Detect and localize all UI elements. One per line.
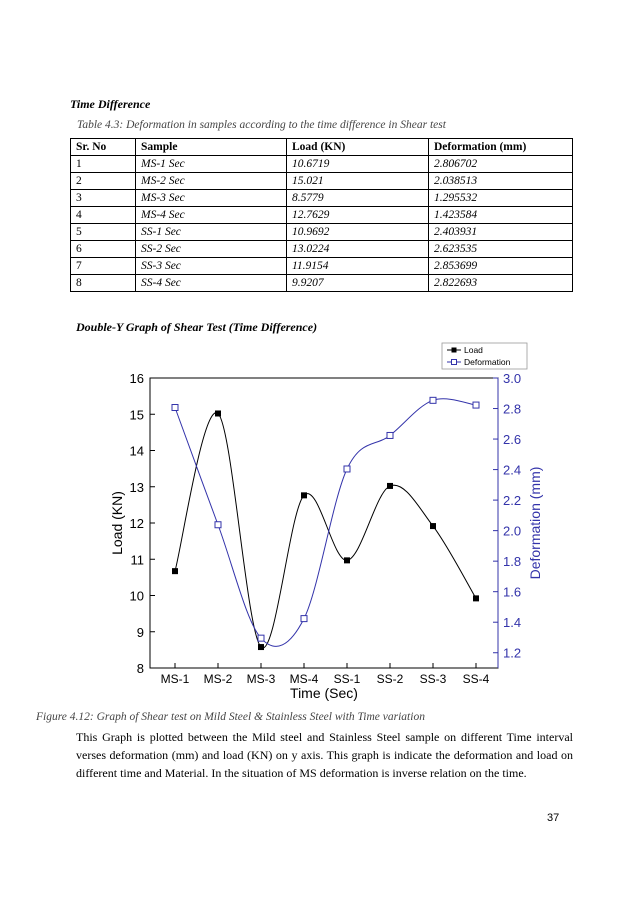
x-tick-label: MS-1 xyxy=(160,672,190,686)
load-point xyxy=(301,492,307,498)
table-cell: MS-2 Sec xyxy=(136,173,287,190)
deformation-point xyxy=(258,635,264,641)
figure-caption: Figure 4.12: Graph of Shear test on Mild Steel & Stainless Steel with Time variation xyxy=(36,711,425,723)
legend-load-marker xyxy=(452,348,457,353)
double-y-chart xyxy=(95,338,555,708)
y-tick-label: 8 xyxy=(136,661,144,676)
table-cell: MS-3 Sec xyxy=(136,190,287,207)
load-point xyxy=(172,568,178,574)
y-tick-label: 11 xyxy=(130,552,144,568)
table-cell: SS-3 Sec xyxy=(136,258,287,275)
legend-deformation-label: Deformation xyxy=(464,357,511,367)
page-number: 37 xyxy=(547,812,560,824)
table-cell: SS-4 Sec xyxy=(136,275,287,292)
table-cell: 8 xyxy=(71,275,136,292)
table-row xyxy=(71,207,573,224)
x-tick-label: SS-3 xyxy=(419,672,447,686)
column-header: Sample xyxy=(136,139,287,156)
table-cell: 11.9154 xyxy=(287,258,429,275)
table-cell: 10.9692 xyxy=(287,224,429,241)
x-tick-label: MS-2 xyxy=(203,672,233,686)
legend-deformation-marker xyxy=(452,360,457,365)
table-cell: 13.0224 xyxy=(287,241,429,258)
table-cell: 12.7629 xyxy=(287,207,429,224)
table-cell: 2.853699 xyxy=(429,258,573,275)
table-row xyxy=(71,275,573,292)
table-cell: 10.6719 xyxy=(287,156,429,173)
load-point xyxy=(258,644,264,650)
legend-load-label: Load xyxy=(464,345,483,355)
deformation-point xyxy=(301,616,307,622)
table-cell: 2.822693 xyxy=(429,275,573,292)
deformation-point xyxy=(344,466,350,472)
y-tick-label: 16 xyxy=(129,371,144,386)
x-tick-label: MS-3 xyxy=(246,672,276,686)
x-tick-label: SS-2 xyxy=(376,672,404,686)
table-row xyxy=(71,173,573,190)
y2-tick-label: 2.0 xyxy=(503,523,522,539)
load-point xyxy=(387,483,393,489)
y2-tick-label: 1.2 xyxy=(503,645,522,661)
plot-area xyxy=(150,378,498,668)
body-paragraph: This Graph is plotted between the Mild steel and Stainless Steel sample on different Time interval verses deformation (mm) and load (KN) on y axis. This graph is indicate the deformation and load on different time and Material. In the situation of MS deformation is inverse relation on the time. xyxy=(76,730,573,780)
deformation-point xyxy=(473,402,479,408)
y-axis-label: Load (KN) xyxy=(109,491,125,555)
y2-axis-label: Deformation (mm) xyxy=(527,466,543,580)
table-row xyxy=(71,241,573,258)
table-cell: 1.423584 xyxy=(429,207,573,224)
table-cell: 3 xyxy=(71,190,136,207)
y-tick-label: 12 xyxy=(129,516,144,531)
y-tick-label: 10 xyxy=(129,588,144,604)
y-tick-label: 14 xyxy=(129,443,144,459)
table-cell: MS-4 Sec xyxy=(136,207,287,224)
deformation-point xyxy=(430,397,436,403)
table-cell: 1.295532 xyxy=(429,190,573,207)
column-header: Sr. No xyxy=(71,139,136,156)
table-cell: 2.623535 xyxy=(429,241,573,258)
x-tick-label: SS-4 xyxy=(462,672,490,686)
y-tick-label: 13 xyxy=(129,479,144,495)
table-cell: SS-2 Sec xyxy=(136,241,287,258)
x-tick-label: MS-4 xyxy=(289,672,319,686)
y2-tick-label: 1.4 xyxy=(503,615,522,631)
y2-tick-label: 2.2 xyxy=(503,493,522,509)
table-row xyxy=(71,156,573,173)
chart-heading: Double-Y Graph of Shear Test (Time Difference) xyxy=(76,320,318,334)
deformation-point xyxy=(215,522,221,528)
y-tick-label: 9 xyxy=(136,624,144,640)
deformation-table xyxy=(70,138,573,292)
load-point xyxy=(215,410,221,416)
load-point xyxy=(473,595,479,601)
table-cell: 8.5779 xyxy=(287,190,429,207)
table-cell: 4 xyxy=(71,207,136,224)
table-row xyxy=(71,224,573,241)
table-cell: 2.403931 xyxy=(429,224,573,241)
section-heading: Time Difference xyxy=(70,97,151,111)
column-header: Load (KN) xyxy=(287,139,429,156)
y2-tick-label: 2.6 xyxy=(503,432,522,448)
table-cell: 7 xyxy=(71,258,136,275)
y2-tick-label: 1.6 xyxy=(503,584,522,600)
load-point xyxy=(344,557,350,563)
table-cell: 2.038513 xyxy=(429,173,573,190)
table-cell: 1 xyxy=(71,156,136,173)
x-axis-label: Time (Sec) xyxy=(290,685,358,701)
table-row xyxy=(71,258,573,275)
legend xyxy=(442,343,527,369)
y-tick-label: 15 xyxy=(129,407,144,423)
table-cell: 2 xyxy=(71,173,136,190)
table-caption: Table 4.3: Deformation in samples according to the time difference in Shear test xyxy=(77,119,446,131)
table-row xyxy=(71,190,573,207)
table-cell: MS-1 Sec xyxy=(136,156,287,173)
deformation-point xyxy=(387,432,393,438)
table-cell: 6 xyxy=(71,241,136,258)
table-cell: 5 xyxy=(71,224,136,241)
column-header: Deformation (mm) xyxy=(429,139,573,156)
table-cell: 2.806702 xyxy=(429,156,573,173)
y2-tick-label: 3.0 xyxy=(503,371,522,386)
load-point xyxy=(430,523,436,529)
table-header-row xyxy=(71,139,573,156)
x-tick-label: SS-1 xyxy=(333,672,361,686)
y2-tick-label: 1.8 xyxy=(503,554,522,570)
deformation-point xyxy=(172,405,178,411)
table-cell: 9.9207 xyxy=(287,275,429,292)
table-cell: 15.021 xyxy=(287,173,429,190)
y2-tick-label: 2.8 xyxy=(503,401,522,417)
y2-tick-label: 2.4 xyxy=(503,462,522,478)
table-cell: SS-1 Sec xyxy=(136,224,287,241)
